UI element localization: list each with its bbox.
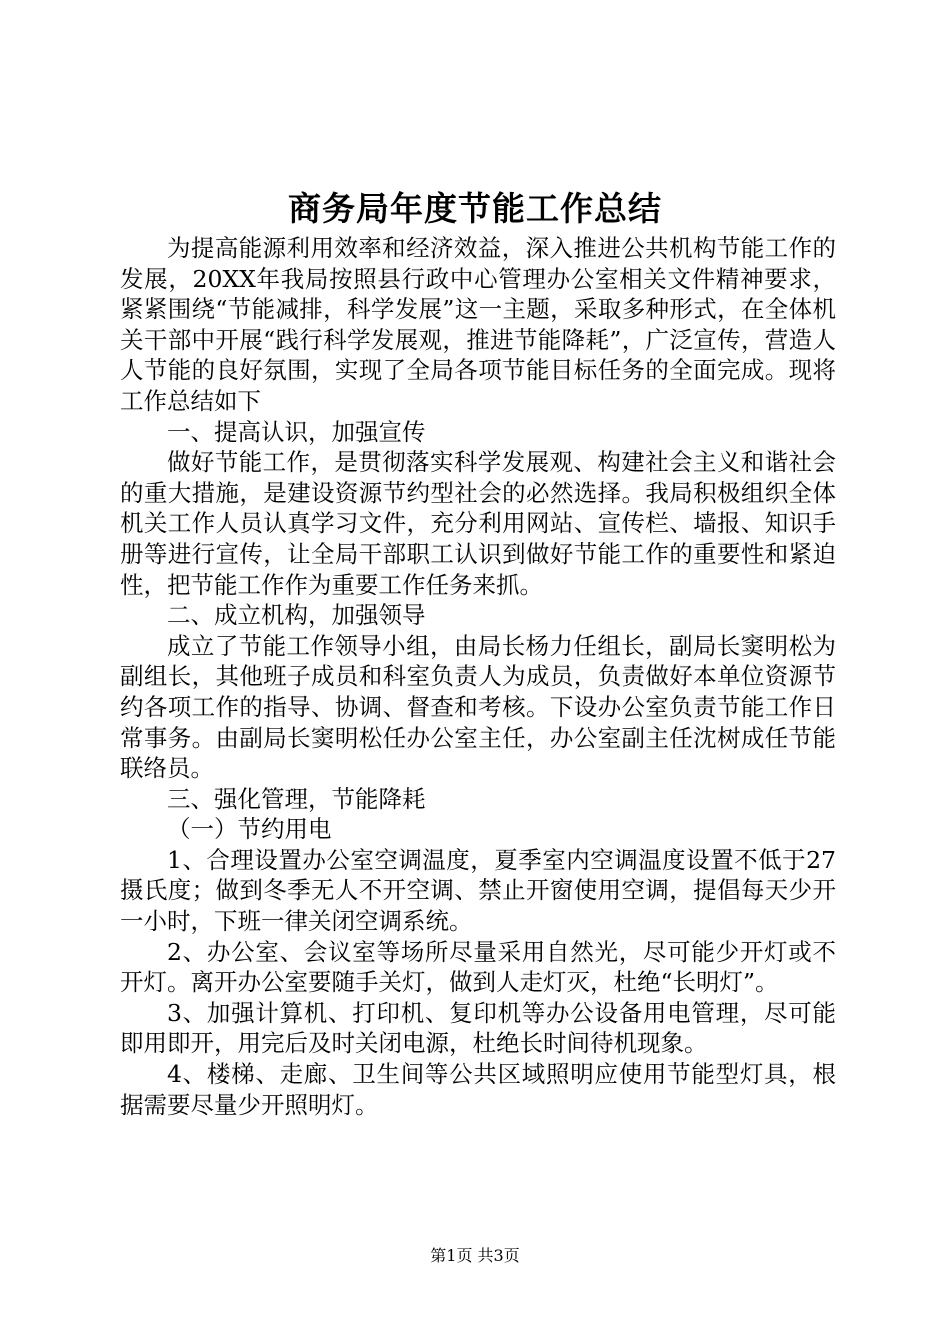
section-heading-1: 一、提高认识，加强宣传 xyxy=(167,417,426,446)
section-heading-3: 三、强化管理，节能降耗 xyxy=(167,784,426,813)
list-item-2: 2、办公室、会议室等场所尽量采用自然光，尽可能少开灯或不开灯。离开办公室要随手关灯，做到人走灯灭，杜绝“长明灯”。 xyxy=(120,937,836,997)
section-heading-2: 二、成立机构，加强领导 xyxy=(167,601,426,630)
document-body xyxy=(120,233,836,1120)
document-title: 商务局年度节能工作总结 xyxy=(288,189,662,228)
section-2-paragraph: 成立了节能工作领导小组，由局长杨力任组长，副局长窦明松为副组长，其他班子成员和科室负责人为成员，负责做好本单位资源节约各项工作的指导、协调、督查和考核。下设办公室负责节能工作日常事务。由副局长窦明松任办公室主任，办公室副主任沈树成任节能联络员。 xyxy=(120,631,836,783)
list-item-4: 4、楼梯、走廊、卫生间等公共区域照明应使用节能型灯具，根据需要尽量少开照明灯。 xyxy=(120,1060,836,1119)
list-item-1: 1、合理设置办公室空调温度，夏季室内空调温度设置不低于27摄氏度；做到冬季无人不开空调、禁止开窗使用空调，提倡每天少开一小时，下班一律关闭空调系统。 xyxy=(120,845,836,936)
section-1-paragraph: 做好节能工作，是贯彻落实科学发展观、构建社会主义和谐社会的重大措施，是建设资源节约型社会的必然选择。我局积极组织全体机关工作人员认真学习文件，充分利用网站、宣传栏、墙报、知识手册等进行宣传，让全局干部职工认识到做好节能工作的重要性和紧迫性，把节能工作作为重要工作任务来抓。 xyxy=(120,448,836,599)
subsection-heading-1: （一）节约用电 xyxy=(167,815,332,844)
intro-paragraph: 为提高能源利用效率和经济效益，深入推进公共机构节能工作的发展，20XX年我局按照县行政中心管理办公室相关文件精神要求，紧紧围绕“节能减排，科学发展”这一主题，采取多种形式，在全体机关干部中开展“践行科学发展观，推进节能降耗”，广泛宣传，营造人人节能的良好氛围，实现了全局各项节能目标任务的全面完成。现将工作总结如下 xyxy=(120,234,836,415)
page-footer: 第1页 共3页 xyxy=(430,1246,520,1265)
list-item-3: 3、加强计算机、打印机、复印机等办公设备用电管理，尽可能即用即开，用完后及时关闭电源，杜绝长时间待机现象。 xyxy=(120,998,836,1058)
